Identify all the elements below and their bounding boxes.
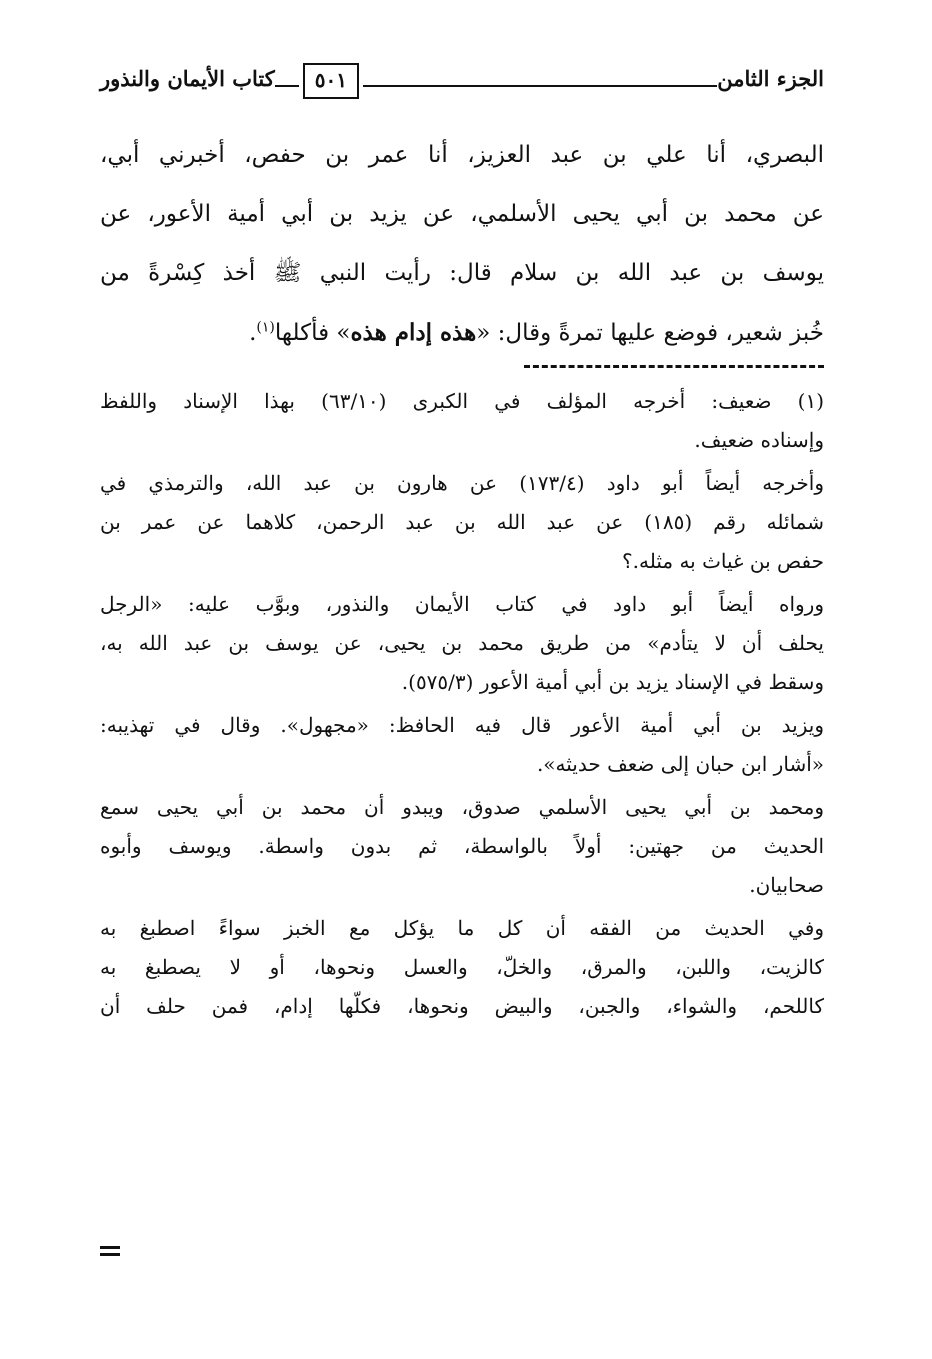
main-line: عن محمد بن أبي يحيى الأسلمي، عن يزيد بن أبي أمية الأعور، عن (100, 201, 824, 227)
main-text (100, 126, 824, 363)
footnote-separator (524, 365, 824, 368)
main-line-last-after: » فأكلها (274, 320, 351, 346)
footnote-line: ويزيد بن أبي أمية الأعور قال فيه الحافظ: «مجهول». وقال في تهذيبه: (100, 713, 824, 737)
footnotes (100, 382, 824, 1026)
footnote-line: كالزيت، واللبن، والمرق، والخلّ، والعسل ونحوها، أو لا يصطبغ به (100, 955, 824, 979)
footnote-line: وسقط في الإسناد يزيد بن أبي أمية الأعور (٥٧٥/٣). (401, 670, 824, 694)
continuation-bar (100, 1246, 120, 1249)
footnote-paragraph (100, 706, 824, 784)
footnote-line: وأخرجه أيضاً أبو داود (١٧٣/٤) عن هارون بن عبد الله، والترمذي في (100, 471, 824, 495)
main-line-last-end: . (249, 320, 257, 346)
footnote-line: «أشار ابن حبان إلى ضعف حديثه». (536, 752, 824, 776)
book-title: كتاب الأيمان والنذور (100, 65, 275, 91)
main-line: يوسف بن عبد الله بن سلام قال: رأيت النبي ﷺ أخذ كِسْرةً من (100, 260, 824, 286)
footnote-reference[interactable]: (١) (256, 319, 275, 336)
header-rule-right (363, 85, 717, 87)
volume-title: الجزء الثامن (717, 65, 824, 91)
main-line: البصري، أنا علي بن عبد العزيز، أنا عمر بن حفص، أخبرني أبي، (100, 142, 824, 168)
footnote-line: شمائله رقم (١٨٥) عن عبد الله بن عبد الرحمن، كلاهما عن عمر بن (100, 510, 824, 534)
hadith-quote: هذه إدام هذه (350, 319, 477, 346)
footnote-line: ومحمد بن أبي يحيى الأسلمي صدوق، ويبدو أن محمد بن أبي يحيى سمع (100, 795, 824, 819)
footnote-paragraph (100, 382, 824, 460)
footnote-line: يحلف أن لا يتأدم» من طريق محمد بن يحيى، عن يوسف بن عبد الله به، (100, 631, 825, 655)
footnote-line: وإسناده ضعيف. (694, 428, 824, 452)
footnote-line: الحديث من جهتين: أولاً بالواسطة، ثم بدون واسطة. ويوسف وأبوه (100, 834, 824, 858)
continuation-mark (100, 1246, 120, 1260)
continuation-bar (100, 1253, 120, 1256)
footnote-paragraph (100, 585, 824, 702)
running-header (100, 58, 824, 104)
footnote-paragraph (100, 909, 824, 1026)
main-line-last-before: خُبز شعير، فوضع عليها تمرةً وقال: « (476, 320, 824, 346)
footnote-line: وفي الحديث من الفقه أن كل ما يؤكل مع الخبز سواءً اصطبغ به (100, 916, 824, 940)
footnote-line: حفص بن غياث به مثله.؟ (622, 549, 824, 573)
page-number: ٥٠١ (303, 63, 359, 99)
footnote-line: ورواه أيضاً أبو داود في كتاب الأيمان والنذور، وبوَّب عليه: «الرجل (100, 592, 824, 616)
footnote-line: (١) ضعيف: أخرجه المؤلف في الكبرى (٦٣/١٠) بهذا الإسناد واللفظ (100, 389, 824, 413)
footnote-line: صحابيان. (749, 873, 824, 897)
footnote-line: كاللحم، والشواء، والجبن، والبيض ونحوها، فكلّها إدام، فمن حلف أن (100, 994, 824, 1018)
footnote-paragraph (100, 788, 824, 905)
page (100, 58, 824, 1030)
header-rule-left (275, 85, 299, 87)
main-line-last (100, 303, 824, 363)
footnote-paragraph (100, 464, 824, 581)
